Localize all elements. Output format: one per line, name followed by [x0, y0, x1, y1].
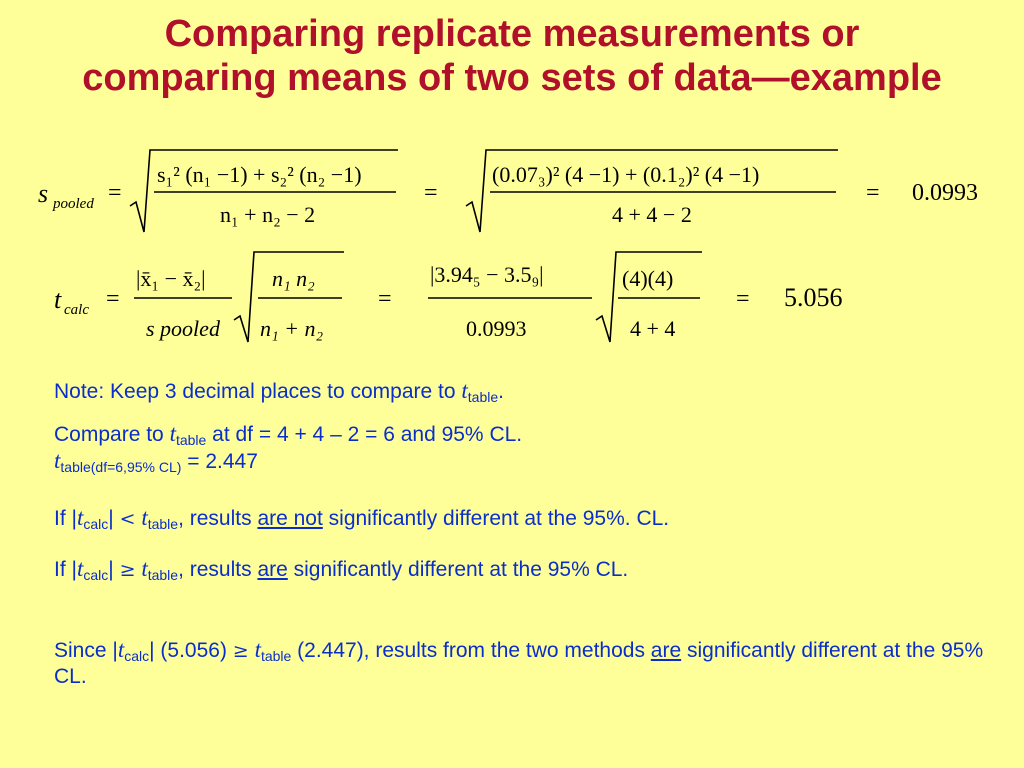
- since-t1: t: [117, 637, 125, 662]
- since-underlined: are: [650, 639, 682, 662]
- compare-line: [54, 421, 994, 448]
- ttable-t: t: [54, 448, 61, 473]
- since-prefix: Since |: [54, 639, 118, 662]
- if2-prefix: If |: [54, 558, 77, 581]
- if1-mid: |: [108, 507, 120, 530]
- if2-after: , results: [178, 558, 258, 581]
- eq2-general-denominator: s pooled: [146, 316, 220, 341]
- if1-after: , results: [178, 507, 258, 530]
- eq2-sqrt-numerator: n₁ n₂: [272, 266, 315, 291]
- title-line-1: Comparing replicate measurements or: [164, 13, 860, 55]
- compare-t: t: [169, 421, 176, 446]
- if2-suffix: significantly different at the 95% CL.: [287, 558, 629, 581]
- eq1-equals-1: =: [108, 180, 122, 206]
- eq2-numeric-denominator: 0.0993: [466, 316, 527, 341]
- note-suffix: .: [498, 380, 504, 403]
- eq1-equals-3: =: [866, 180, 880, 206]
- eq1-general-numerator: s₁² (n₁ −1) + s₂² (n₂ −1): [157, 162, 362, 187]
- eq2-equals-3: =: [736, 286, 750, 312]
- slide-title: [0, 12, 1024, 100]
- if1-t2: t: [141, 505, 148, 530]
- note-line: [54, 378, 994, 405]
- if2-geq-symbol: ≥: [119, 559, 136, 581]
- title-line-2: comparing means of two sets of data—example: [82, 57, 942, 99]
- ttable-sub: table(df=6,95% CL): [60, 459, 182, 475]
- if1-sub2: table: [147, 516, 179, 532]
- eq2-lhs-sub: calc: [64, 302, 89, 318]
- if2-t1: t: [76, 556, 84, 581]
- compare-sub: table: [175, 432, 207, 448]
- if2-t2: t: [141, 556, 148, 581]
- equations-block: [0, 140, 1024, 360]
- eq1-numeric-denominator: 4 + 4 − 2: [612, 202, 692, 227]
- compare-prefix: Compare to: [54, 423, 170, 446]
- note-prefix: Note: Keep 3 decimal places to compare to: [54, 380, 462, 403]
- eq2-equals-1: =: [106, 286, 120, 312]
- compare-suffix: at df = 4 + 4 – 2 = 6 and 95% CL.: [206, 423, 523, 446]
- if2-mid: |: [108, 558, 120, 581]
- since-geq-symbol: ≥: [232, 640, 249, 662]
- if1-prefix: If |: [54, 507, 77, 530]
- if1-suffix: significantly different at the 95%. CL.: [322, 507, 670, 530]
- if1-underlined: are not: [257, 507, 323, 530]
- eq1-result: 0.0993: [912, 180, 978, 206]
- eq2-sqrt-numeric-denominator: 4 + 4: [630, 316, 676, 341]
- ttable-suffix: = 2.447: [181, 450, 258, 473]
- since-sub2: table: [260, 648, 292, 664]
- eq2-numeric-numerator: |3.94₅ − 3.5₉|: [430, 262, 544, 287]
- if2-sub1: calc: [83, 567, 109, 583]
- if1-t1: t: [76, 505, 84, 530]
- since-t2: t: [254, 637, 261, 662]
- eq2-general-numerator: |x̄₁ − x̄₂|: [136, 266, 206, 291]
- if-different-line: [54, 556, 994, 583]
- since-sub1: calc: [124, 648, 150, 664]
- if1-sub1: calc: [83, 516, 109, 532]
- if2-underlined: are: [257, 558, 288, 581]
- equation-t-calc: [54, 252, 843, 342]
- notes-block: [54, 378, 994, 690]
- eq1-equals-2: =: [424, 180, 438, 206]
- since-after: (2.447), results from the two methods: [291, 639, 651, 662]
- if1-less-than-symbol: <: [119, 508, 136, 530]
- eq1-general-denominator: n₁ + n₂ − 2: [220, 202, 316, 227]
- note-t: t: [461, 378, 468, 403]
- eq1-lhs-symbol: s: [38, 179, 49, 208]
- note-sub: table: [467, 389, 499, 405]
- eq2-sqrt-denominator: n₁ + n₂: [260, 316, 324, 341]
- since-mid: | (5.056): [149, 639, 233, 662]
- eq2-lhs-symbol: t: [54, 285, 62, 314]
- since-suffix: significantly different at the 95% CL.: [54, 639, 984, 688]
- if2-sub2: table: [147, 567, 179, 583]
- eq1-numeric-numerator: (0.07₃)² (4 −1) + (0.1₂)² (4 −1): [492, 162, 760, 187]
- if-not-different-line: [54, 505, 994, 532]
- eq2-result: 5.056: [784, 283, 843, 312]
- equation-s-pooled: [38, 150, 978, 232]
- ttable-line: [54, 448, 994, 475]
- eq2-sqrt-numeric-numerator: (4)(4): [622, 266, 674, 291]
- eq1-lhs-sub: pooled: [53, 196, 94, 212]
- conclusion-line: [54, 637, 994, 690]
- eq2-equals-2: =: [378, 286, 392, 312]
